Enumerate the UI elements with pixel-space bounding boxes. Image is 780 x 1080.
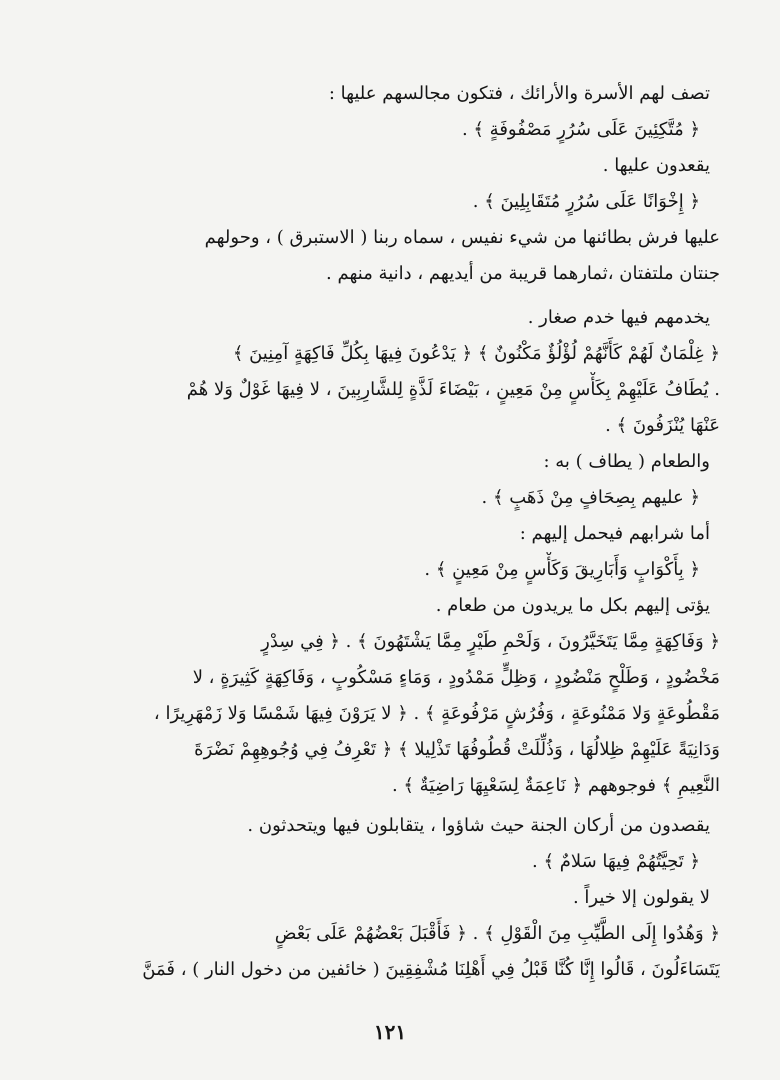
quran-verse-line: ﴿ تَحِيَّتُهُمْ فِيهَا سَلامٌ ﴾ .: [532, 851, 700, 872]
quran-verse-line: . يُطَافُ عَلَيْهِمْ بِكَأْسٍ مِنْ مَعِينٍ ، بَيْضَاءَ لَذَّةٍ لِلشَّارِبِينَ ، لا فِيهَا غَوْلٌ وَلا هُمْ: [186, 379, 720, 400]
quran-verse-line: ﴿ عليهم بِصِحَافٍ مِنْ ذَهَبٍ ﴾ .: [481, 487, 700, 508]
quran-verse-line: ﴿ إِخْوَانًا عَلَى سُرُرٍ مُتَقَابِلِينَ ﴾ .: [472, 191, 700, 212]
text-line: يؤتى إليهم بكل ما يريدون من طعام .: [435, 595, 710, 616]
quran-verse-line: ﴿ بِأَكْوَابٍ وَأَبَارِيقَ وَكَأْسٍ مِنْ مَعِينٍ ﴾ .: [424, 559, 700, 580]
text-line: يخدمهم فيها خدم صغار .: [527, 307, 710, 328]
quran-verse-line: ﴿ غِلْمَانٌ لَهُمْ كَأَنَّهُمْ لُؤْلُؤٌ مَكْنُونٌ ﴾ ﴿ يَدْعُونَ فِيهَا بِكُلِّ فَاكِهَةٍ آمِنِينَ ﴾: [232, 343, 720, 364]
text-line: تصف لهم الأسرة والأرائك ، فتكون مجالسهم عليها :: [328, 83, 710, 104]
page-number: ١٢١: [373, 1020, 407, 1044]
quran-verse-line: يَتَسَاءَلُونَ ، قَالُوا إِنَّا كُنَّا قَبْلُ فِي أَهْلِنَا مُشْفِقِينَ ( خائفين من دخول النار ) ، فَمَنَّ: [142, 959, 720, 980]
text-line: لا يقولون إلا خيراً .: [572, 887, 710, 908]
quran-verse-line: مَقْطُوعَةٍ وَلا مَمْنُوعَةٍ ، وَفُرُشٍ مَرْفُوعَةٍ ﴾ . ﴿ لا يَرَوْنَ فِيهَا شَمْسًا وَلا زَمْهَرِيرًا ،: [153, 703, 720, 724]
text-line: أما شرابهم فيحمل إليهم :: [519, 523, 710, 544]
quran-verse-line: ﴿ وَفَاكِهَةٍ مِمَّا يَتَخَيَّرُونَ ، وَلَحْمِ طَيْرٍ مِمَّا يَشْتَهُونَ ﴾ . ﴿ فِي سِدْرٍ: [261, 631, 720, 652]
text-line: يقعدون عليها .: [602, 155, 710, 176]
text-line: والطعام ( يطاف ) به :: [543, 451, 710, 472]
body-text: [70, 76, 720, 988]
quran-verse-line: ﴿ وَهُدُوا إِلَى الطَّيِّبِ مِنَ الْقَوْلِ ﴾ . ﴿ فَأَقْبَلَ بَعْضُهُمْ عَلَى بَعْضٍ: [274, 923, 720, 944]
quran-verse-line: وَدَانِيَةً عَلَيْهِمْ ظِلالُهَا ، وَذُلِّلَتْ قُطُوفُهَا تَذْلِيلا ﴾ ﴿ تَعْرِفُ فِي وُجُوهِهِمْ نَضْرَةَ: [194, 739, 720, 760]
quran-verse-line: النَّعِيمِ ﴾ فوجوههم ﴿ نَاعِمَةٌ لِسَعْيِهَا رَاضِيَةٌ ﴾ .: [391, 775, 720, 796]
text-line: يقصدون من أركان الجنة حيث شاؤوا ، يتقابلون فيها ويتحدثون .: [247, 815, 710, 836]
quran-verse-line: عَنْهَا يُنْزَفُونَ ﴾ .: [605, 415, 720, 436]
quran-verse-line: مَخْضُودٍ ، وَطَلْحٍ مَنْضُودٍ ، وَظِلٍّ مَمْدُودٍ ، وَمَاءٍ مَسْكُوبٍ ، وَفَاكِهَةٍ كَثِيرَةٍ ، لا: [192, 667, 720, 688]
text-line: عليها فرش بطائنها من شيء نفيس ، سماه ربنا ( الاستبرق ) ، وحولهم: [204, 227, 720, 248]
quran-verse-line: ﴿ مُتَّكِئِينَ عَلَى سُرُرٍ مَصْفُوفَةٍ ﴾ .: [461, 119, 700, 140]
text-line: جنتان ملتفتان ،ثمارهما قريبة من أيديهم ، دانية منهم .: [326, 263, 720, 284]
